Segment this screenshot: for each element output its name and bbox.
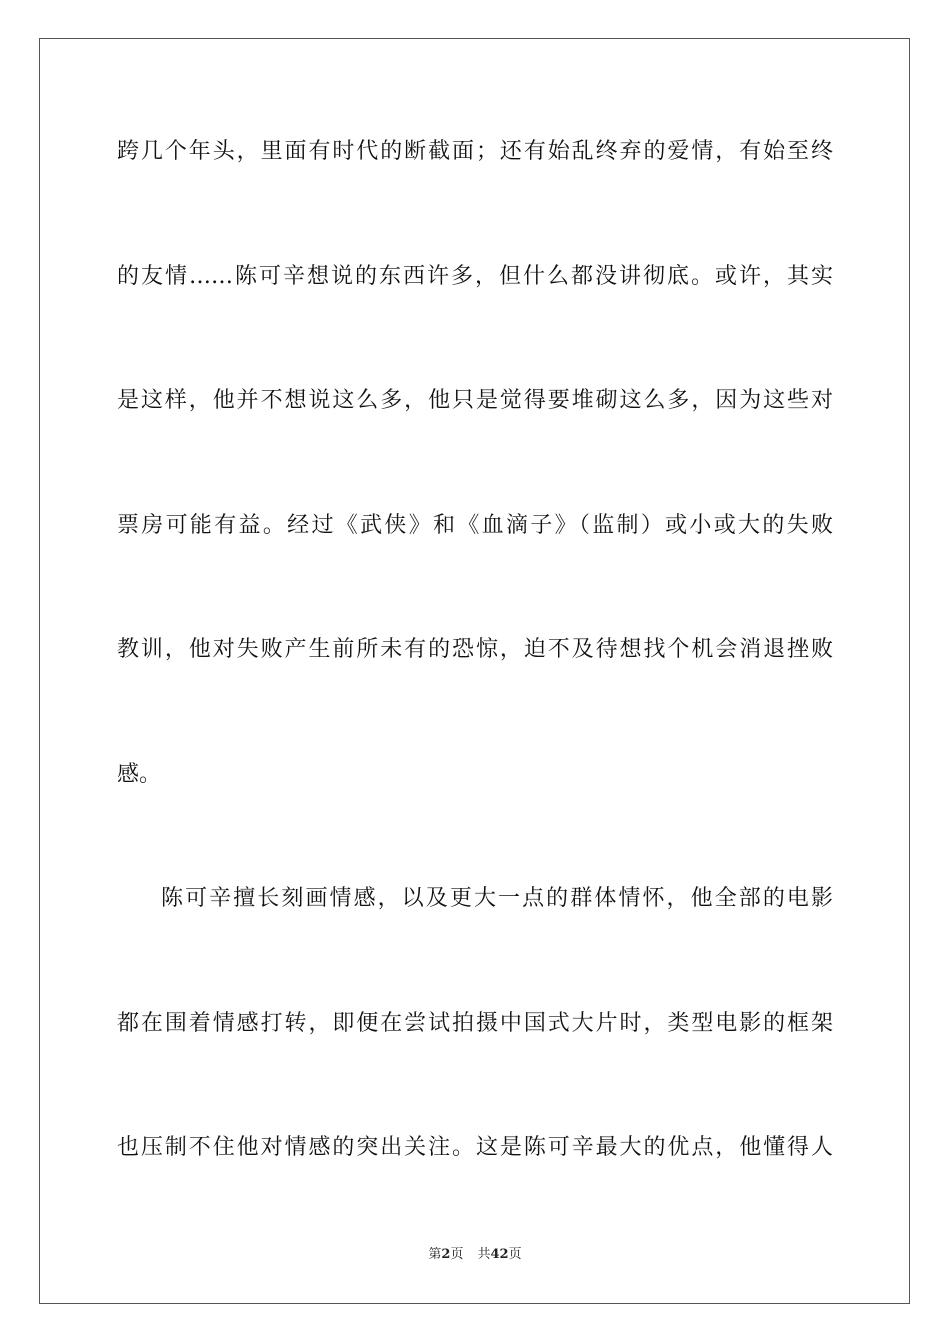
text-line-4: 票房可能有益。经过《武侠》和《血滴子》（监制）或小或大的失败: [117, 513, 833, 538]
page-prefix: 第: [428, 1247, 442, 1262]
total-suffix: 页: [508, 1247, 522, 1262]
text-line-5: 教训，他对失败产生前所未有的恐惊，迫不及待想找个机会消退挫败: [117, 637, 833, 662]
text-line-2: 的友情……陈可辛想说的东西许多，但什么都没讲彻底。或许，其实: [117, 264, 833, 289]
text-line-1: 跨几个年头，里面有时代的断截面；还有始乱终弃的爱情，有始至终: [117, 139, 833, 164]
page-current: 2: [441, 1247, 451, 1262]
text-line-6-paragraph-end: 感。: [117, 762, 162, 787]
text-line-7-paragraph-start: 陈可辛擅长刻画情感，以及更大一点的群体情怀，他全部的电影: [161, 886, 833, 911]
page-total: 42: [490, 1247, 509, 1262]
page-border: [39, 38, 910, 1304]
page-suffix: 页: [450, 1247, 464, 1262]
total-prefix: 共: [477, 1247, 491, 1262]
page-footer: [0, 1246, 950, 1264]
text-line-8: 都在围着情感打转，即便在尝试拍摄中国式大片时，类型电影的框架: [117, 1011, 833, 1036]
text-line-9: 也压制不住他对情感的突出关注。这是陈可辛最大的优点，他懂得人: [117, 1135, 833, 1160]
text-line-3: 是这样，他并不想说这么多，他只是觉得要堆砌这么多，因为这些对: [117, 388, 833, 413]
